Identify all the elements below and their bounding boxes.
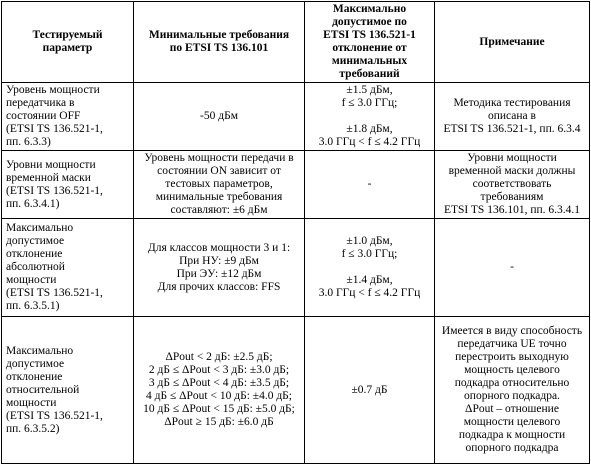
cell-text-line: (ETSI TS 136.521-1, — [6, 409, 103, 422]
cell-text-line: допустимое — [6, 357, 65, 370]
cell-text-line: тестовых параметров, — [165, 178, 273, 190]
cell-text-line: f ≤ 3.0 ГГц; — [341, 248, 398, 260]
cell-text-line: ±0.7 дБ — [351, 383, 388, 396]
cell-text-line: 2 дБ ≤ ΔPout < 3 дБ: ±3.0 дБ; — [148, 364, 290, 376]
cell-text-line: Максимально — [6, 344, 74, 357]
cell-text-line: временной маски должны — [448, 165, 576, 177]
row-1-note — [435, 83, 590, 151]
cell-text-line: мощности целевого — [463, 416, 561, 428]
cell-text-line: ±1.4 дБм, — [346, 274, 393, 286]
header-tested-parameter — [2, 2, 134, 83]
cell-text-line: Максимально — [332, 3, 407, 15]
cell-text-line: пп. 6.3.5.2) — [6, 422, 60, 435]
cell-text-line: Уровень мощности — [6, 84, 100, 96]
row-1-parameter — [2, 83, 134, 151]
cell-text-line: -50 дБм — [200, 110, 238, 122]
row-3-deviation — [305, 219, 435, 317]
cell-text-line: - — [510, 261, 514, 273]
cell-spacer — [309, 261, 430, 274]
cell-text-line: мощности — [6, 274, 57, 286]
cell-text-line: Минимальные требования — [148, 29, 290, 41]
cell-text-line: состоянии ON зависит от — [157, 165, 281, 177]
cell-text-line: пп. 6.3.4.1) — [6, 197, 60, 210]
cell-text-line: 3.0 ГГц < f ≤ 4.2 ГГц — [318, 287, 421, 299]
row-3-requirement — [134, 219, 305, 317]
cell-text-line: составляют: ±6 дБм — [170, 204, 268, 216]
cell-text-line: Тестируемый — [32, 29, 103, 41]
cell-text-line: подкадра относительно — [454, 377, 570, 389]
cell-text-line: мощности — [6, 396, 57, 409]
cell-text-line: требований — [339, 68, 400, 80]
cell-text-line: ΔPout – отношение — [465, 403, 559, 415]
cell-text-line: ±1.5 дБм, — [346, 84, 393, 96]
cell-text-line: передатчика в — [6, 97, 75, 109]
cell-text-line: ±1.8 дБм, — [346, 123, 393, 135]
cell-text-line: (ETSI TS 136.521-1, — [6, 123, 103, 135]
cell-text-line: 4 дБ ≤ ΔPout < 10 дБ: ±4.0 дБ; — [146, 390, 292, 402]
cell-text-line: пп. 6.3.5.1) — [6, 300, 60, 312]
cell-text-line: ΔPout < 2 дБ: ±2.5 дБ; — [165, 351, 273, 363]
cell-text-line: Максимально — [6, 222, 74, 234]
cell-text-line: абсолютной — [6, 261, 65, 273]
cell-text-line: допустимое — [6, 235, 65, 247]
cell-text-line: ΔPout ≥ 15 дБ: ±6.0 дБ — [164, 416, 274, 428]
requirements-table — [1, 1, 590, 464]
row-2-requirement — [134, 151, 305, 219]
table-row — [2, 83, 590, 151]
cell-text-line: параметр — [42, 42, 93, 54]
header-note — [435, 2, 590, 83]
cell-text-line: Методика тестирования — [453, 97, 571, 109]
cell-text-line: (ETSI TS 136.521-1, — [6, 287, 103, 299]
row-2-parameter — [2, 151, 134, 219]
cell-text-line: Уровни мощности — [6, 158, 96, 171]
cell-text-line: Имеется в виду способность — [441, 325, 583, 337]
cell-text-line: временной маски — [6, 171, 91, 184]
cell-text-line: Примечание — [479, 35, 545, 48]
cell-text-line: допустимое по — [332, 16, 407, 28]
cell-text-line: минимальные требования — [155, 191, 283, 203]
header-minimum-requirements — [134, 2, 305, 83]
cell-text-line: мощность целевого — [464, 364, 560, 376]
cell-text-line: При ЭУ: ±12 дБм — [176, 267, 262, 280]
cell-text-line: состоянии OFF — [6, 110, 81, 122]
cell-text-line: 10 дБ ≤ ΔPout < 15 дБ: ±5.0 дБ; — [143, 403, 295, 415]
cell-text-line: минимальных — [331, 55, 408, 67]
cell-text-line: подкадра к мощности — [458, 429, 566, 441]
header-max-deviation — [305, 2, 435, 83]
cell-text-line: относительной — [6, 383, 80, 396]
row-4-note — [435, 317, 590, 464]
row-1-requirement — [134, 83, 305, 151]
cell-text-line: по ETSI TS 136.101 — [169, 42, 269, 54]
cell-spacer — [309, 110, 430, 123]
cell-text-line: (ETSI TS 136.521-1, — [6, 184, 103, 197]
cell-text-line: - — [367, 178, 372, 190]
row-2-note — [435, 151, 590, 219]
cell-text-line: передатчика UE точно — [457, 338, 567, 350]
cell-text-line: требованиям — [480, 191, 544, 203]
row-2-deviation — [305, 151, 435, 219]
row-4-deviation — [305, 317, 435, 464]
row-4-requirement — [134, 317, 305, 464]
cell-text-line: ETSI TS 136.521-1, пп. 6.3.4 — [443, 123, 581, 135]
cell-text-line: Уровни мощности — [467, 152, 557, 164]
row-4-parameter — [2, 317, 134, 464]
table-row — [2, 219, 590, 317]
cell-text-line: 3.0 ГГц < f ≤ 4.2 ГГц — [318, 136, 421, 148]
cell-text-line: описана в — [488, 110, 536, 122]
cell-text-line: ETSI TS 136.101, пп. 6.3.4.1 — [443, 204, 581, 216]
cell-text-line: ±1.0 дБм, — [346, 235, 393, 247]
cell-text-line: соответствовать — [472, 178, 552, 190]
cell-text-line: Для прочих классов: FFS — [157, 280, 281, 293]
cell-text-line: пп. 6.3.3) — [6, 136, 51, 148]
cell-text-line: отклонение — [6, 248, 63, 260]
cell-text-line: 3 дБ ≤ ΔPout < 4 дБ: ±3.5 дБ; — [148, 377, 290, 389]
cell-text-line: отклонение — [6, 370, 63, 383]
cell-text-line: ETSI TS 136.521-1 — [323, 29, 416, 41]
cell-text-line: перестроить выходную — [455, 351, 569, 363]
cell-text-line: Для классов мощности 3 и 1: — [147, 241, 291, 254]
cell-text-line: При НУ: ±9 дБм — [179, 254, 259, 267]
cell-text-line: Уровень мощности передачи в — [144, 152, 294, 164]
row-1-deviation — [305, 83, 435, 151]
cell-text-line: опорного подкадра. — [464, 390, 560, 402]
cell-text-line: отклонение от — [332, 42, 407, 54]
row-3-parameter — [2, 219, 134, 317]
table-row — [2, 151, 590, 219]
row-3-note — [435, 219, 590, 317]
table-header-row — [2, 2, 590, 83]
cell-text-line: опорного подкадра — [465, 442, 559, 454]
table-row — [2, 317, 590, 464]
cell-text-line: f ≤ 3.0 ГГц; — [341, 97, 398, 109]
